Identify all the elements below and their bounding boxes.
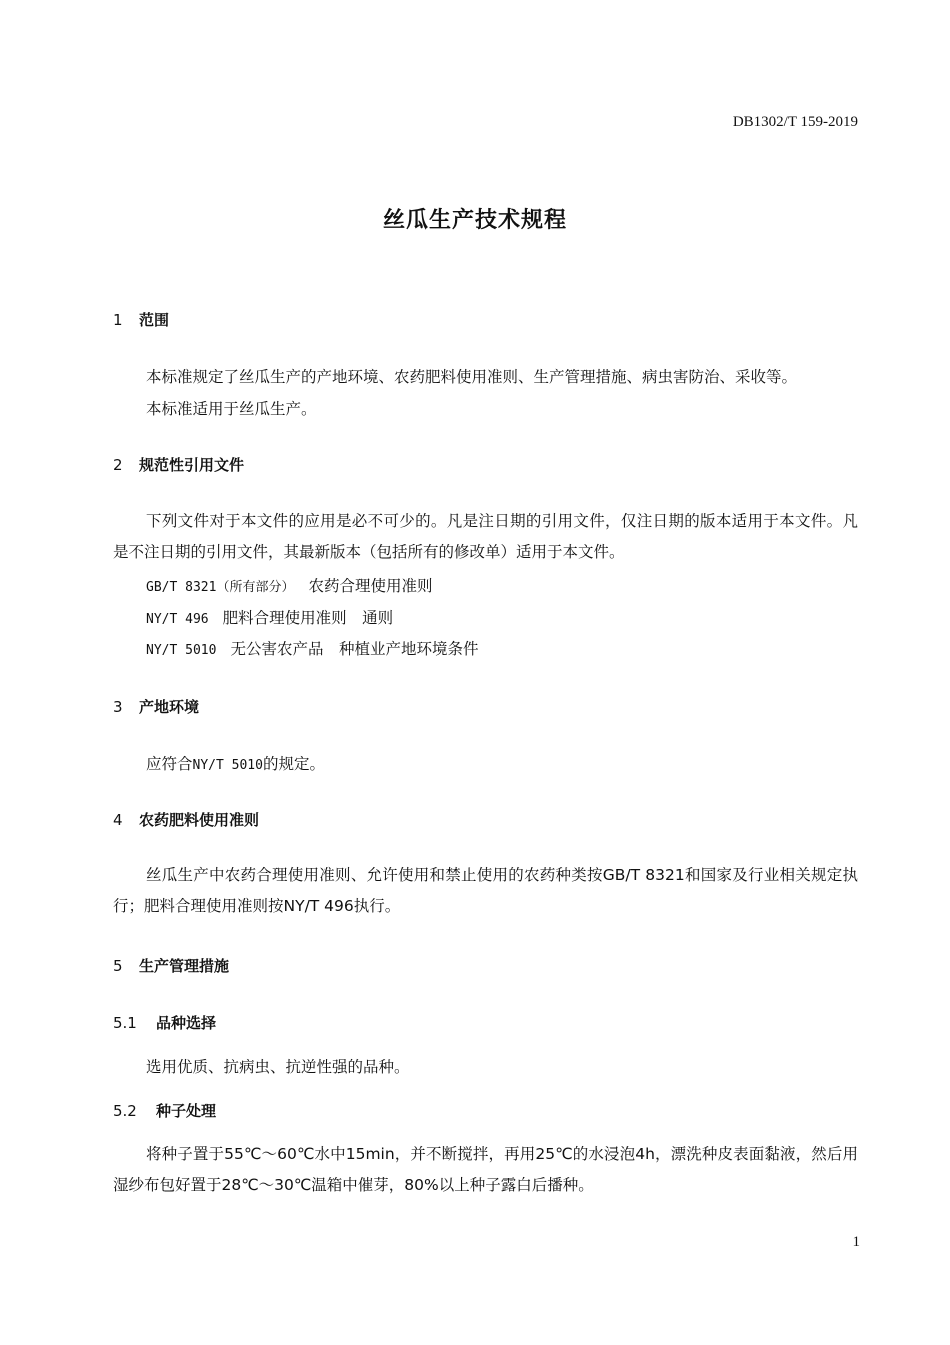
reference-item bbox=[146, 637, 478, 659]
subsection-heading-5-2 bbox=[113, 1100, 216, 1121]
section-number: 5.1 bbox=[113, 1014, 137, 1032]
section-heading-5 bbox=[113, 955, 229, 976]
document-number: DB1302/T 159-2019 bbox=[732, 114, 858, 130]
reference-name: 农药合理使用准则 bbox=[308, 577, 433, 595]
page-title: 丝瓜生产技术规程 bbox=[382, 208, 567, 233]
reference-name: 肥料合理使用准则 通则 bbox=[222, 609, 394, 627]
section-heading-3 bbox=[113, 696, 199, 717]
paragraph: 下列文件对于本文件的应用是必不可少的。凡是注日期的引用文件，仅注日期的版本适用于本文件。凡是不注日期的引用文件，其最新版本（包括所有的修改单）适用于本文件。 bbox=[113, 512, 858, 561]
section-number: 3 bbox=[113, 698, 123, 716]
reference-item bbox=[146, 606, 393, 628]
reference-name: 无公害农产品 种植业产地环境条件 bbox=[230, 640, 479, 658]
section-number: 5 bbox=[113, 957, 123, 975]
section-title: 农药肥料使用准则 bbox=[139, 811, 260, 829]
subsection-heading-5-1 bbox=[113, 1012, 216, 1033]
paragraph: 选用优质、抗病虫、抗逆性强的品种。 bbox=[146, 1058, 410, 1076]
paragraph: 将种子置于55℃～60℃水中15min，并不断搅拌，再用25℃的水浸泡4h，漂洗种皮表面黏液，然后用湿纱布包好置于28℃～30℃温箱中催芽，80%以上种子露白后播种。 bbox=[113, 1145, 858, 1194]
reference-item bbox=[146, 574, 432, 596]
section-title: 产地环境 bbox=[139, 698, 200, 716]
section-heading-4 bbox=[113, 809, 259, 830]
section-number: 4 bbox=[113, 811, 123, 829]
section-title: 范围 bbox=[139, 311, 170, 329]
paragraph bbox=[146, 752, 325, 774]
paragraph: 丝瓜生产中农药合理使用准则、允许使用和禁止使用的农药种类按GB/T 8321和国家及行业相关规定执行；肥料合理使用准则按NY/T 496执行。 bbox=[113, 866, 858, 915]
section-title: 种子处理 bbox=[156, 1102, 217, 1120]
standard-code: NY/T 5010 bbox=[192, 758, 263, 773]
section-number: 1 bbox=[113, 311, 123, 329]
reference-code: NY/T 5010 bbox=[146, 643, 217, 658]
section-title: 规范性引用文件 bbox=[139, 456, 245, 474]
section-title: 品种选择 bbox=[156, 1014, 217, 1032]
paragraph: 本标准规定了丝瓜生产的产地环境、农药肥料使用准则、生产管理措施、病虫害防治、采收等。 bbox=[146, 368, 798, 386]
section-number: 2 bbox=[113, 456, 123, 474]
section-number: 5.2 bbox=[113, 1102, 137, 1120]
paragraph: 本标准适用于丝瓜生产。 bbox=[146, 400, 317, 418]
text: 应符合 bbox=[146, 755, 193, 773]
reference-code: GB/T 8321（所有部分） bbox=[146, 580, 295, 595]
text: 的规定。 bbox=[262, 755, 325, 773]
reference-code: NY/T 496 bbox=[146, 612, 209, 627]
section-heading-1 bbox=[113, 309, 169, 330]
section-title: 生产管理措施 bbox=[139, 957, 230, 975]
section-heading-2 bbox=[113, 454, 244, 475]
page-number: 1 bbox=[852, 1234, 860, 1250]
